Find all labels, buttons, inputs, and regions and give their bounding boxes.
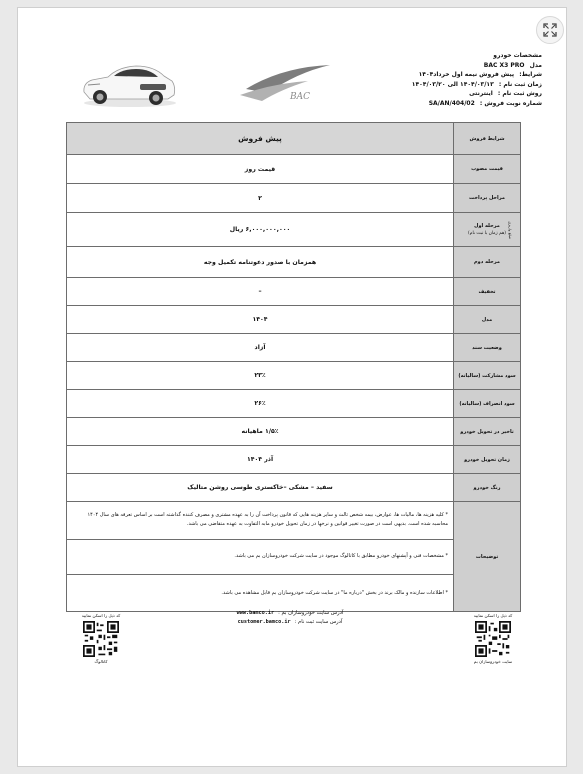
qr-catalog-caption: کد ذیل را اسکن نمایید <box>81 613 121 618</box>
qr-catalog-label: کاتالوگ <box>94 659 108 664</box>
spec-turn-label: شماره نوبت فروش : <box>479 99 542 107</box>
car-image <box>78 55 178 109</box>
table-row <box>67 247 521 278</box>
row-value: همزمان با صدور دعوتنامه تکمیل وجه <box>203 258 317 266</box>
row-label: سود انصراف (سالیانه) <box>453 390 520 417</box>
spec-model-label: مدل <box>529 61 542 69</box>
row-label <box>453 213 520 246</box>
sale-conditions-table <box>66 122 521 612</box>
spec-turn-value: SA/AN/404/02 <box>428 99 475 107</box>
svg-text:BAC: BAC <box>290 92 310 102</box>
table-row <box>67 334 521 362</box>
spec-register-time-value: ۱۴۰۴/۰۳/۱۳ الی ۱۴۰۴/۰۳/۲۰ <box>411 80 494 88</box>
row-label: شرایط فروش <box>453 123 520 154</box>
register-link[interactable]: customer.bamco.ir <box>237 619 291 625</box>
row-label-sub: (هم زمان با ثبت نام) <box>468 230 506 236</box>
row-label: تاخیر در تحویل خودرو <box>453 418 520 445</box>
notes-row <box>67 502 521 612</box>
note-item: * اطلاعات سازنده و مالک برند در بخش "درباره ما" در سایت شرکت خودروسازان بم قابل مشاهده می باشد. <box>221 589 448 596</box>
expand-button[interactable] <box>536 16 564 44</box>
row-value: قیمت روز <box>244 165 276 173</box>
qr-code-icon[interactable] <box>475 621 511 657</box>
spec-model-value: BAC X3 PRO <box>483 61 525 69</box>
row-label: مرحله دوم <box>453 247 520 277</box>
table-row <box>67 474 521 502</box>
row-label: سود مشارکت (سالیانه) <box>453 362 520 389</box>
qr-site-label: سایت خودروسازان بم <box>473 659 513 664</box>
table-row <box>67 213 521 247</box>
spec-heading: مشخصات خودرو <box>493 52 542 59</box>
qr-code-icon[interactable] <box>83 621 119 657</box>
site-link[interactable]: www.bamco.ir <box>236 610 275 616</box>
row-value: پیش فروش <box>67 123 453 154</box>
table-row <box>67 446 521 474</box>
table-header-row <box>67 123 521 155</box>
row-value: ۱/۵٪ ماهیانه <box>241 428 279 435</box>
table-row <box>67 418 521 446</box>
table-row <box>67 184 521 213</box>
row-label: رنگ خودرو <box>453 474 520 501</box>
qr-catalog-block <box>70 613 132 665</box>
row-value: – <box>258 288 262 295</box>
row-label: وضعیت سند <box>453 334 520 361</box>
register-label: آدرس سایت ثبت نام : <box>294 619 343 625</box>
spec-register-time-label: زمان ثبت نام : <box>498 80 542 88</box>
site-label: آدرس سایت خودروسازان بم : <box>278 610 344 616</box>
table-row <box>67 278 521 306</box>
row-label-main: مرحله اول <box>474 222 500 229</box>
row-value: ۱۴۰۴ <box>252 316 268 323</box>
notes-body <box>67 502 453 611</box>
row-value: ۲۳٪ <box>254 372 266 379</box>
notes-label: توضیحات <box>453 502 520 611</box>
row-label: قیمت مصوب <box>453 155 520 183</box>
row-value: ۶,۰۰۰,۰۰۰,۰۰۰ ریال <box>229 226 291 233</box>
bac-logo <box>238 63 336 105</box>
table-row <box>67 155 521 184</box>
row-label: تخفیف <box>453 278 520 305</box>
row-label: مدل <box>453 306 520 333</box>
spec-terms-value: پیش فروش نیمه اول خرداد۱۴۰۴ <box>418 71 515 79</box>
table-row <box>67 362 521 390</box>
row-side-tag: مبلغ واریزی <box>508 220 513 239</box>
row-value: ۲۶٪ <box>254 400 266 407</box>
table-row <box>67 390 521 418</box>
qr-site-block <box>462 613 524 665</box>
note-item: * مشخصات فنی و آپشنهای خودرو مطابق با کاتالوگ موجود در سایت شرکت خودروسازان بم می باشد. <box>67 540 453 576</box>
table-row <box>67 306 521 334</box>
note-item: * کلیه هزینه ها، مالیات ها، عوارض، بیمه شخص ثالث و سایر هزینه هایی که قانون پرداخت آن را به عهده مشتری و مصرف کننده گذاشته است بر اساس تعرفه های سال ۱۴۰۴ محاسبه شده است. بدیهی است در صورت تغییر قوانین و نرخها در زمان تحویل خودرو مابه التفاوت به عهده متقاضی می باشد. <box>67 502 453 540</box>
spec-terms-label: شرایط: <box>519 71 542 79</box>
spec-register-method-value: اینترنتی <box>469 90 493 98</box>
row-value: آزاد <box>254 344 266 351</box>
row-label: زمان تحویل خودرو <box>453 446 520 473</box>
vehicle-spec-block <box>392 51 542 109</box>
row-label: مراحل پرداخت <box>453 184 520 212</box>
expand-icon <box>543 23 557 37</box>
row-value: آذر ۱۴۰۴ <box>246 456 274 463</box>
spec-register-method-label: روش ثبت نام : <box>497 90 542 98</box>
qr-site-caption: کد ذیل را اسکن نمایید <box>473 613 513 618</box>
row-value: ۲ <box>258 194 262 202</box>
row-value: سفید – مشکی –خاکستری طوسی روشن متالیک <box>187 484 333 491</box>
footer-links <box>200 609 380 627</box>
